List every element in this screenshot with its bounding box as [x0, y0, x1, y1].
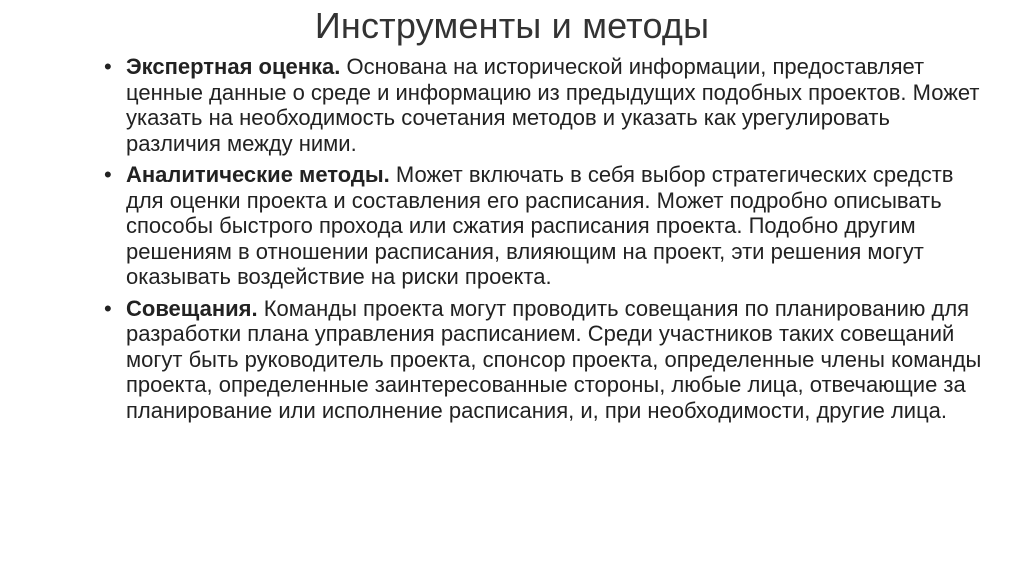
- bullet-term: Экспертная оценка.: [126, 54, 341, 79]
- bullet-item-meetings: [104, 296, 984, 424]
- bullet-marker: •: [104, 295, 112, 321]
- bullet-term: Совещания.: [126, 295, 258, 321]
- bullet-text: Команды проекта могут проводить совещания по планированию для разработки плана управления расписанием. Среди участников таких совещаний могут быть руководитель проекта, спонсор проекта, определенные члены команды проекта, определенные заинтересованные стороны, любые лица, отвечающие за планирование или исполнение расписания, и, при необходимости, другие лица.: [126, 295, 982, 423]
- bullet-list: [104, 54, 984, 429]
- slide-title: Инструменты и методы: [314, 5, 710, 46]
- bullet-text: Основана на исторической информации, предоставляет ценные данные о среде и информацию из предыдущих подобных проектов. Может указать на необходимость сочетания методов и указать как урегулировать различия между ними.: [126, 54, 980, 156]
- bullet-item-expert-judgment: [104, 54, 984, 156]
- bullet-term: Аналитические методы.: [126, 162, 390, 187]
- bullet-item-analytical-methods: [104, 162, 984, 290]
- bullet-marker: •: [104, 54, 112, 79]
- bullet-marker: •: [104, 162, 112, 187]
- bullet-text: Может включать в себя выбор стратегических средств для оценки проекта и составления его расписания. Может подробно описывать способы быстрого прохода или сжатия расписания проекта. Подобно другим решениям в отношении расписания, влияющим на проект, эти решения могут оказывать воздействие на риски проекта.: [126, 162, 954, 289]
